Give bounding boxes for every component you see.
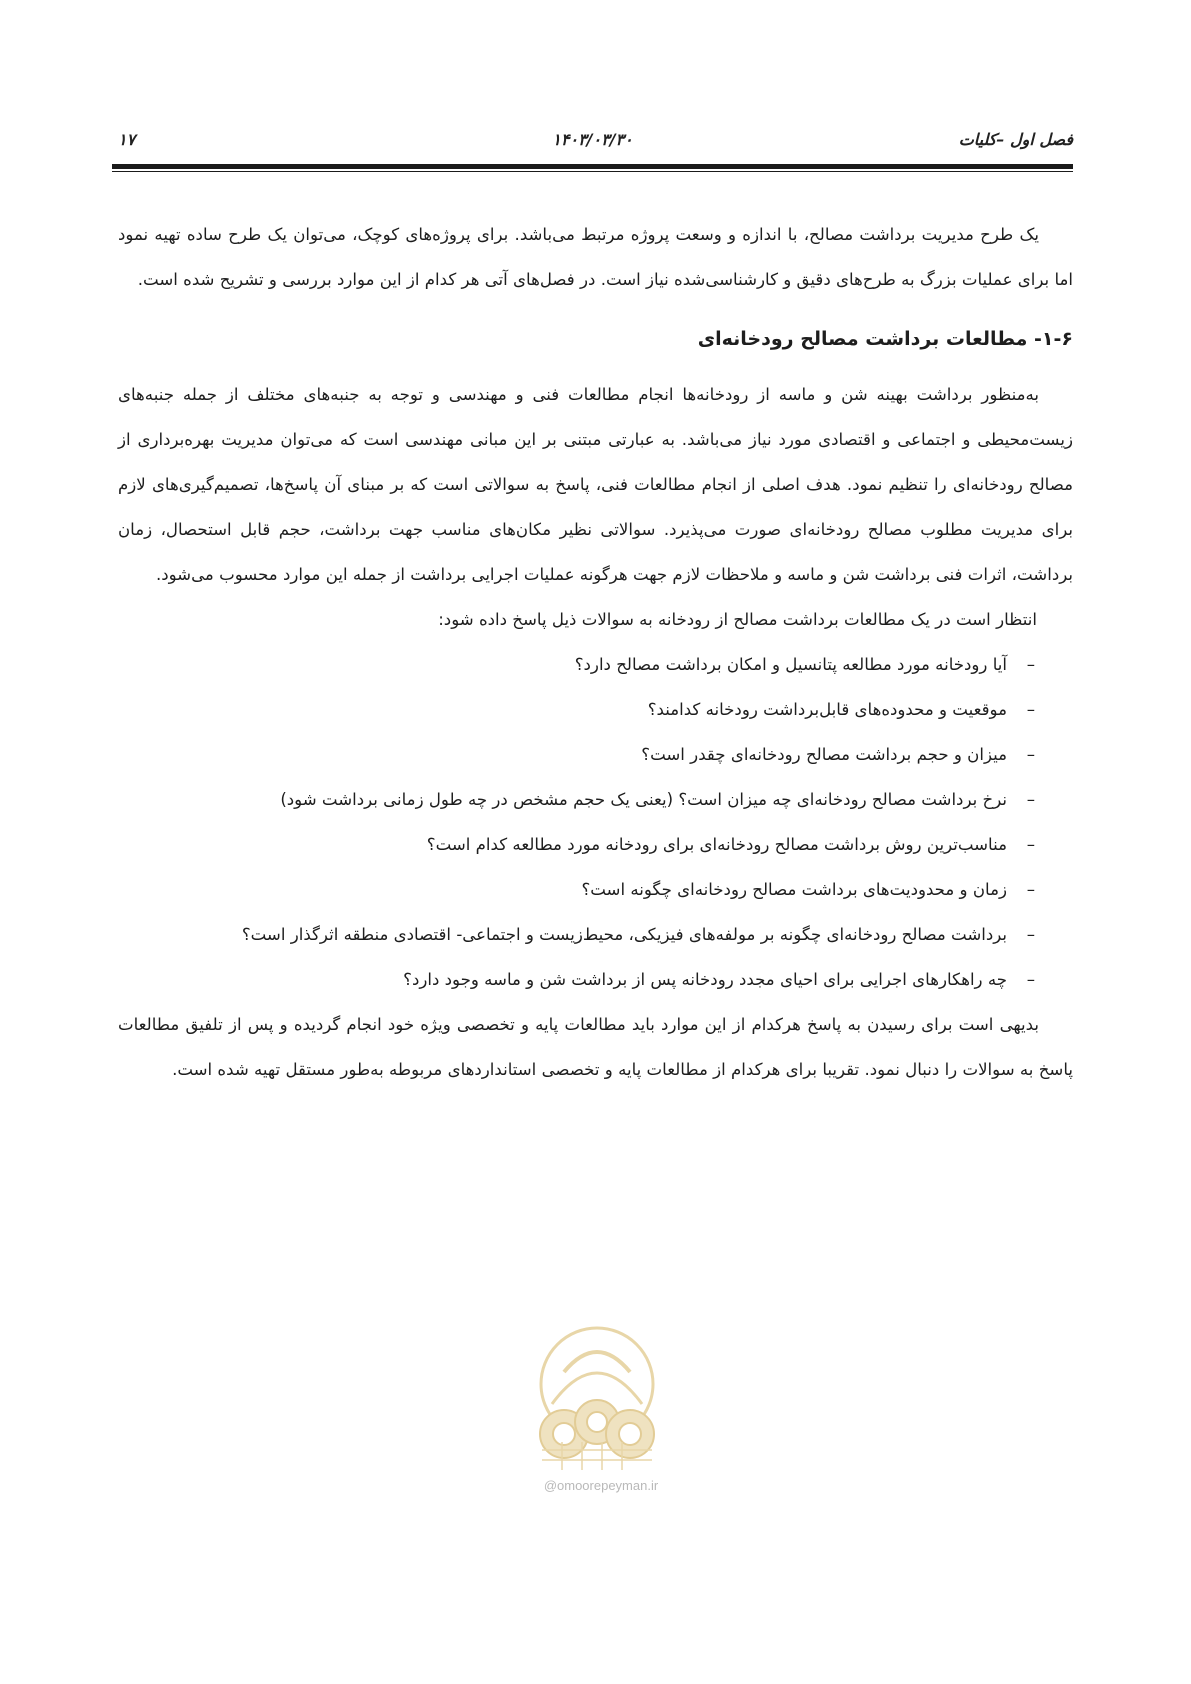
section-paragraph: به‌منظور برداشت بهینه شن و ماسه از رودخانه‌ها انجام مطالعات فنی و مهندسی و توجه به جنبه‌های مختلف از جمله جنبه‌های زیست‌محیطی و اجتماعی و اقتصادی مورد نیاز می‌باشد. به عبارتی مبتنی بر این مبانی مهندسی است که می‌توان مدیریت بهره‌برداری از مصالح رودخانه‌ای را تنظیم نمود. هدف اصلی از انجام مطالعات فنی، پاسخ به سوالاتی است که بر مبنای آن پاسخ‌ها، تصمیم‌گیری‌های لازم برای مدیریت مطلوب مصالح رودخانه‌ای صورت می‌پذیرد. سوالاتی نظیر مکان‌های مناسب جهت برداشت، حجم قابل استحصال، زمان برداشت، اثرات فنی برداشت شن و ماسه و ملاحظات لازم جهت هرگونه عملیات اجرایی برداشت از جمله این موارد محسوب می‌شود. [118, 385, 1073, 584]
page-body [118, 212, 1073, 1092]
question-text: نرخ برداشت مصالح رودخانه‌ای چه میزان است؟ (یعنی یک حجم مشخص در چه طول زمانی برداشت شود) [280, 790, 1007, 809]
bullet-dash: – [1026, 700, 1035, 719]
questions-lead-in: انتظار است در یک مطالعات برداشت مصالح از رودخانه به سوالات ذیل پاسخ داده شود: [438, 610, 1037, 629]
bullet-dash: – [1026, 925, 1035, 944]
list-item [118, 687, 1035, 732]
questions-list [118, 642, 1073, 1002]
bullet-dash: – [1026, 880, 1035, 899]
bullet-dash: – [1026, 970, 1035, 989]
list-item [118, 777, 1035, 822]
question-text: آیا رودخانه مورد مطالعه پتانسیل و امکان برداشت مصالح دارد؟ [574, 655, 1007, 674]
list-item [118, 642, 1035, 687]
question-text: چه راهکارهای اجرایی برای احیای مجدد رودخانه پس از برداشت شن و ماسه وجود دارد؟ [403, 970, 1007, 989]
list-item [118, 867, 1035, 912]
section-heading: ۱-۶- مطالعات برداشت مصالح رودخانه‌ای [697, 328, 1073, 350]
header-rule-thick [112, 164, 1073, 169]
bullet-dash: – [1026, 835, 1035, 854]
header-date: ۱۴۰۳/۰۳/۳۰ [552, 130, 633, 149]
bullet-dash: – [1026, 790, 1035, 809]
page-number: ۱۷ [118, 130, 136, 149]
list-item [118, 822, 1035, 867]
header-rule-thin [112, 171, 1073, 172]
bullet-dash: – [1026, 745, 1035, 764]
gear-seal-icon [512, 1322, 682, 1472]
question-text: مناسب‌ترین روش برداشت مصالح رودخانه‌ای برای رودخانه مورد مطالعه کدام است؟ [426, 835, 1007, 854]
question-text: موقعیت و محدوده‌های قابل‌برداشت رودخانه کدامند؟ [647, 700, 1007, 719]
list-item [118, 912, 1035, 957]
list-item [118, 957, 1035, 1002]
question-text: میزان و حجم برداشت مصالح رودخانه‌ای چقدر است؟ [641, 745, 1007, 764]
closing-paragraph: بدیهی است برای رسیدن به پاسخ هرکدام از این موارد باید مطالعات پایه و تخصصی ویژه خود انجام گردیده و پس از تلفیق مطالعات پاسخ به سوالات را دنبال نمود. تقریبا برای هرکدام از مطالعات پایه و تخصصی استانداردهای مربوطه به‌طور مستقل تهیه شده است. [118, 1015, 1073, 1079]
page-header [112, 125, 1073, 155]
question-text: برداشت مصالح رودخانه‌ای چگونه بر مولفه‌های فیزیکی، محیط‌زیست و اجتماعی- اقتصادی منطقه اثرگذار است؟ [241, 925, 1007, 944]
chapter-title: فصل اول –کلیات [958, 130, 1073, 149]
watermark-url: @omoorepeyman.ir [543, 1478, 659, 1493]
bullet-dash: – [1026, 655, 1035, 674]
question-text: زمان و محدودیت‌های برداشت مصالح رودخانه‌ای چگونه است؟ [581, 880, 1007, 899]
list-item [118, 732, 1035, 777]
intro-paragraph: یک طرح مدیریت برداشت مصالح، با اندازه و وسعت پروژه مرتبط می‌باشد. برای پروژه‌های کوچک، می‌توان یک طرح ساده تهیه نمود اما برای عملیات بزرگ به طرح‌های دقیق و کارشناسی‌شده نیاز است. در فصل‌های آتی هر کدام از این موارد بررسی و تشریح شده است. [118, 225, 1073, 289]
